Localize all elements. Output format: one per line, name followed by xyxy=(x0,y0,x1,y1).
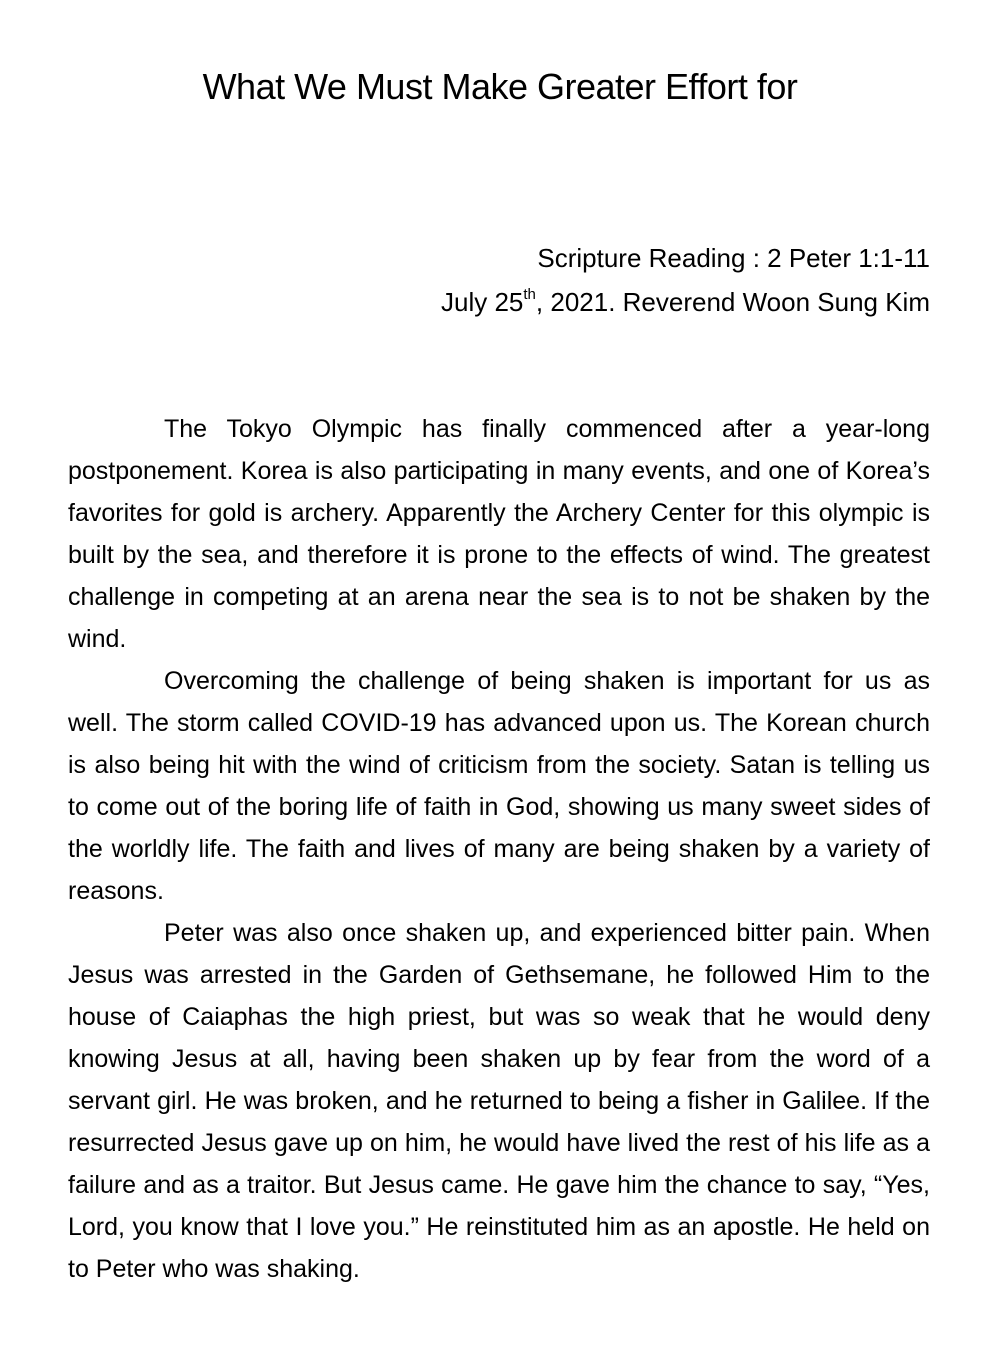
scripture-reading: Scripture Reading : 2 Peter 1:1-11 xyxy=(537,243,930,273)
date-prefix: July 25 xyxy=(441,287,524,317)
date-and-author-suffix: , 2021. Reverend Woon Sung Kim xyxy=(535,287,930,317)
document-body xyxy=(68,408,930,1290)
document-title: What We Must Make Greater Effort for xyxy=(202,66,798,107)
sermon-meta xyxy=(441,236,930,324)
date-and-author xyxy=(441,280,930,324)
paragraph: Overcoming the challenge of being shaken is important for us as well. The storm called COVID-19 has advanced upon us. The Korean church is also being hit with the wind of criticism from the society. Satan is telling us to come out of the boring life of faith in God, showing us many sweet sides of the worldly life. The faith and lives of many are being shaken by a variety of reasons. xyxy=(68,667,930,905)
paragraph: The Tokyo Olympic has finally commenced after a year-long postponement. Korea is also participating in many events, and one of Korea’s favorites for gold is archery. Apparently the Archery Center for this olympic is built by the sea, and therefore it is prone to the effects of wind. The greatest challenge in competing at an arena near the sea is to not be shaken by the wind. xyxy=(68,415,930,653)
date-ordinal-suffix: th xyxy=(523,286,536,304)
paragraph: Peter was also once shaken up, and experienced bitter pain. When Jesus was arrested in the Garden of Gethsemane, he followed Him to the house of Caiaphas the high priest, but was so weak that he would deny knowing Jesus at all, having been shaken up by fear from the word of a servant girl. He was broken, and he returned to being a fisher in Galilee. If the resurrected Jesus gave up on him, he would have lived the rest of his life as a failure and as a traitor. But Jesus came. He gave him the chance to say, “Yes, Lord, you know that I love you.” He reinstituted him as an apostle. He held on to Peter who was shaking. xyxy=(68,919,930,1283)
